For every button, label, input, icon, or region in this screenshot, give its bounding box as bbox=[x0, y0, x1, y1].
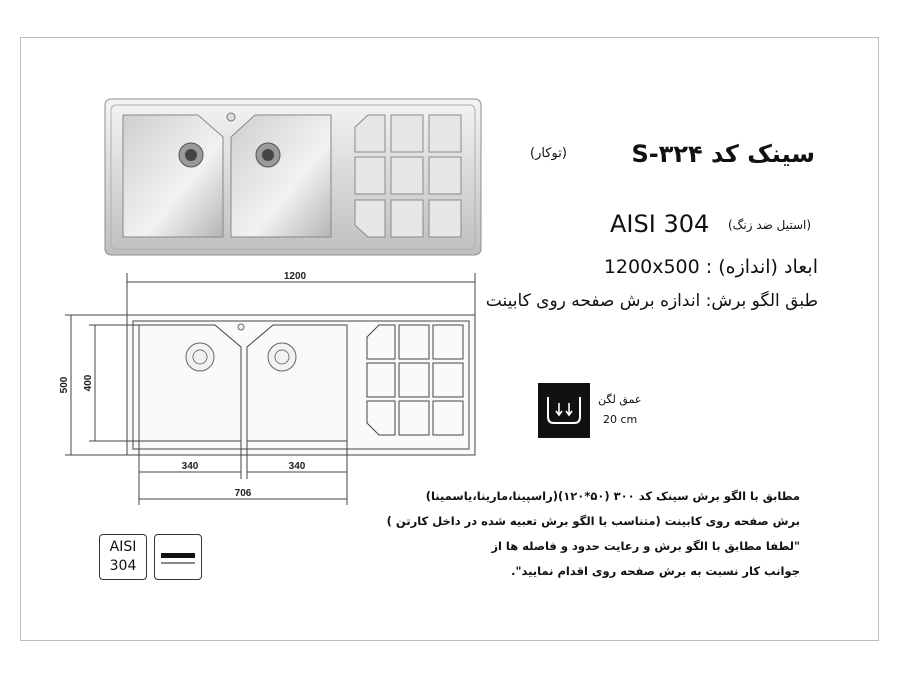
dim-bowls-total: 706 bbox=[234, 488, 252, 499]
note-line: مطابق با الگو برش سینک کد ۳۰۰ (۵۰*۱۲۰)(راسپینا،مارینا،یاسمینا) bbox=[425, 489, 800, 503]
basin-depth-icon bbox=[538, 383, 590, 438]
note-line: جوانب کار نسبت به برش صفحه روی اقدام نمایید". bbox=[511, 564, 800, 578]
dim-total-length: 1200 bbox=[283, 271, 307, 282]
technical-drawing bbox=[55, 265, 495, 515]
product-title: سینک کد S-۳۲۴ bbox=[631, 140, 815, 168]
note-line: "لطفا مطابق با الگو برش و رعایت حدود و فاصله ها از bbox=[491, 539, 800, 553]
steel-thickness-icon bbox=[154, 534, 202, 580]
dim-bowl-right: 340 bbox=[288, 461, 306, 472]
cutout-note: طبق الگو برش: اندازه برش صفحه روی کابینت bbox=[485, 291, 818, 311]
material-grade: AISI 304 bbox=[610, 210, 710, 238]
product-type: (توکار) bbox=[530, 146, 567, 161]
dim-bowl-left: 340 bbox=[181, 461, 199, 472]
depth-label: عمق لگن bbox=[598, 393, 642, 406]
aisi-badge-line2: 304 bbox=[109, 558, 137, 574]
depth-value: 20 cm bbox=[603, 413, 638, 426]
aisi-badge-line1: AISI bbox=[109, 539, 137, 555]
dim-total-width: 500 bbox=[59, 376, 70, 394]
aisi-badge bbox=[99, 534, 147, 580]
sink-photo bbox=[103, 97, 483, 257]
product-dimensions: ابعاد (اندازه) : 1200x500 bbox=[603, 256, 818, 278]
material-description: (استیل ضد زنگ) bbox=[728, 218, 812, 232]
installation-notes bbox=[387, 484, 800, 584]
note-line: برش صفحه روی کابینت (متناسب با الگو برش تعبیه شده در داخل کارتن ) bbox=[386, 514, 800, 528]
dim-bowl-depth: 400 bbox=[83, 374, 94, 392]
